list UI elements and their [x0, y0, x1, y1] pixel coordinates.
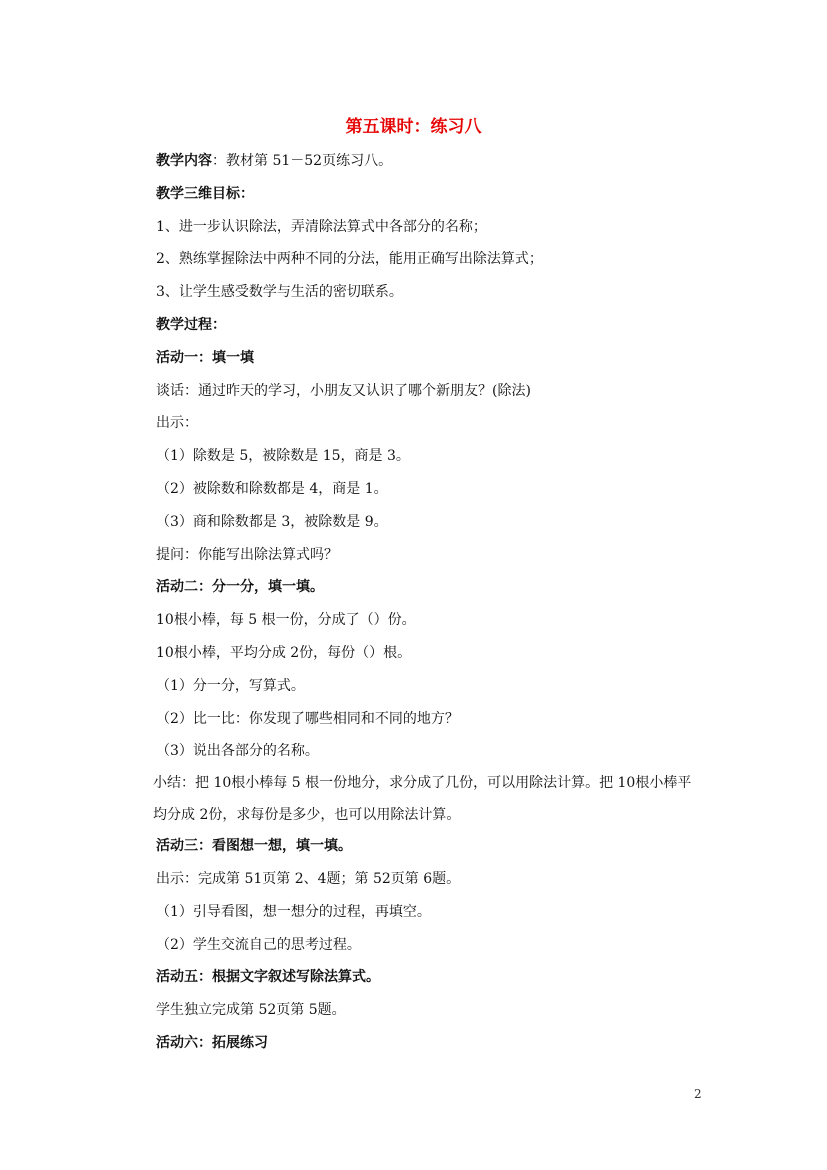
- activity2-heading: 活动二：分一分，填一填。: [156, 579, 324, 596]
- activity2-line: （3）说出各部分的名称。: [156, 743, 319, 760]
- teaching-content: [156, 150, 706, 172]
- activity3-line: （2）学生交流自己的思考过程。: [156, 936, 361, 953]
- activity5-line: 学生独立完成第 52页第 5题。: [156, 1002, 346, 1019]
- activity1-line: 提问：你能写出除法算式吗？: [156, 546, 338, 563]
- activity6-heading: 活动六：拓展练习: [156, 1034, 268, 1051]
- page-title: 第五课时：练习八: [345, 117, 482, 137]
- activity2-line: （1）分一分，写算式。: [156, 677, 305, 694]
- goal-item: 1、进一步认识除法，弄清除法算式中各部分的名称；: [156, 218, 487, 235]
- process-heading: 教学过程：: [156, 316, 226, 333]
- activity2-summary: 小结：把 10根小棒每 5 根一份地分，求分成了几份，可以用除法计算。把 10根小棒平均分成 2份，求每份是多少，也可以用除法计算。: [153, 775, 692, 824]
- activity1-line: （3）商和除数都是 3，被除数是 9。: [156, 513, 388, 530]
- activity1-line: 出示：: [156, 415, 198, 432]
- goals-heading: 教学三维目标：: [156, 185, 254, 202]
- activity1-line: （1）除数是 5，被除数是 15，商是 3。: [156, 448, 410, 465]
- activity2-line: 10根小棒，每 5 根一份，分成了（）份。: [156, 612, 416, 629]
- activity3-line: （1）引导看图，想一想分的过程，再填空。: [156, 903, 431, 920]
- goal-item: 3、让学生感受数学与生活的密切联系。: [156, 284, 403, 301]
- page-number: 2: [694, 1087, 702, 1101]
- activity1-heading: 活动一：填一填: [156, 349, 254, 366]
- activity1-line: （2）被除数和除数都是 4，商是 1。: [156, 480, 388, 497]
- activity3-heading: 活动三：看图想一想，填一填。: [156, 838, 352, 855]
- activity1-line: 谈话：通过昨天的学习，小朋友又认识了哪个新朋友？(除法): [156, 382, 531, 399]
- activity3-line: 出示：完成第 51页第 2、4题；第 52页第 6题。: [156, 870, 461, 887]
- teaching-content-label: 教学内容: [156, 153, 212, 169]
- teaching-content-text: ：教材第 51－52页练习八。: [212, 153, 393, 169]
- goal-item: 2、熟练掌握除法中两种不同的分法，能用正确写出除法算式；: [156, 251, 543, 268]
- document-body: [153, 150, 706, 1065]
- activity5-heading: 活动五：根据文字叙述写除法算式。: [156, 969, 380, 986]
- activity2-line: （2）比一比：你发现了哪些相同和不同的地方？: [156, 710, 459, 727]
- activity2-line: 10根小棒，平均分成 2份，每份（）根。: [156, 644, 412, 661]
